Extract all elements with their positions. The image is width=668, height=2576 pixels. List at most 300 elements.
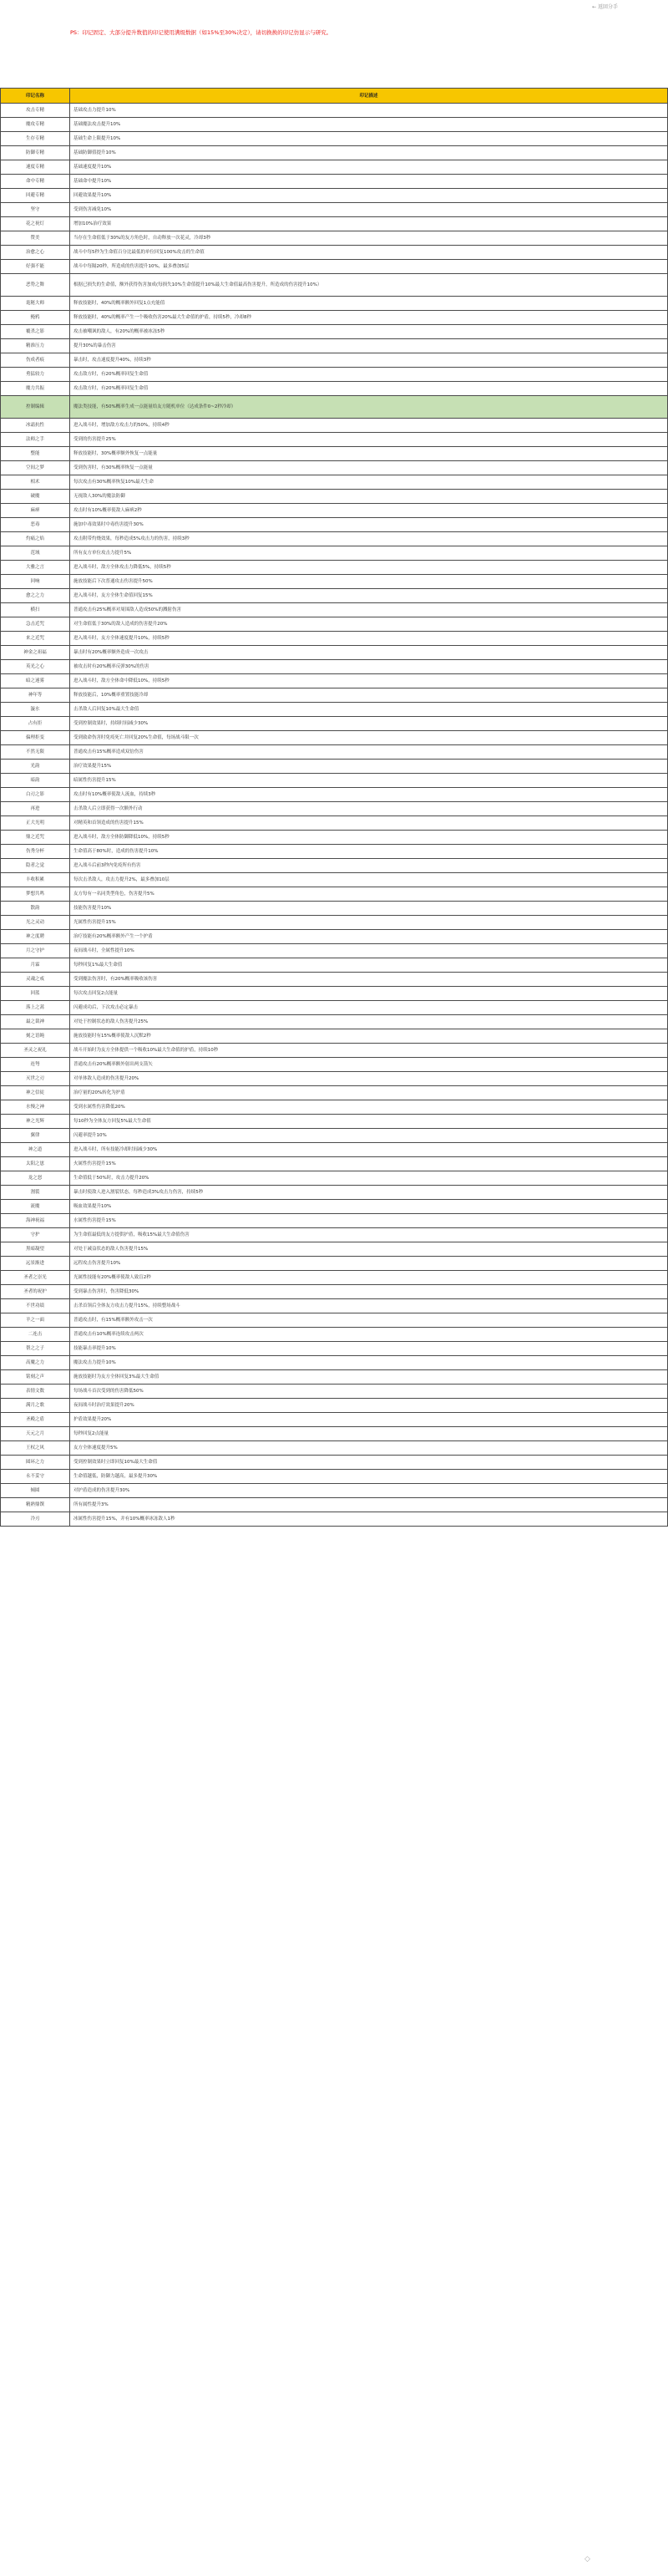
mark-description: 对精英和首领造成的伤害提升15% bbox=[70, 816, 668, 831]
mark-description: 进入战斗时，敌方全体防御降低10%，持续5秒 bbox=[70, 831, 668, 845]
mark-description: 受到控制效果时立即回复10%最大生命值 bbox=[70, 1456, 668, 1470]
table-row bbox=[1, 504, 668, 518]
mark-description: 对生命值低于30%的敌人造成的伤害提升20% bbox=[70, 617, 668, 632]
mark-description: 进入战斗时，友方全体生命值回复15% bbox=[70, 589, 668, 603]
mark-description: 火属性伤害提升15% bbox=[70, 1157, 668, 1171]
mark-description: 生命值高于80%时，造成的伤害提升10% bbox=[70, 845, 668, 859]
mark-name: 最之裁神 bbox=[1, 1015, 70, 1029]
table-row bbox=[1, 831, 668, 845]
mark-description: 受到控制效果时，持续时间减少30% bbox=[70, 717, 668, 731]
mark-description: 每次击杀敌人，攻击力提升2%，最多叠加10层 bbox=[70, 873, 668, 887]
mark-name: 神之信徒 bbox=[1, 1086, 70, 1100]
mark-name: 恶毒 bbox=[1, 518, 70, 532]
mark-description: 攻击时有10%概率使敌人麻痹2秒 bbox=[70, 504, 668, 518]
mark-name: 占有拒 bbox=[1, 717, 70, 731]
mark-name: 神金之祖福 bbox=[1, 646, 70, 660]
mark-description: 暴击时有20%概率额外造成一次攻击 bbox=[70, 646, 668, 660]
mark-description: 受到致命伤害时免疫死亡并回复20%生命值，每场战斗限一次 bbox=[70, 731, 668, 745]
mark-name: 圣殿之盾 bbox=[1, 1413, 70, 1427]
table-row bbox=[1, 1399, 668, 1413]
table-body bbox=[1, 104, 668, 1527]
table-row bbox=[1, 1456, 668, 1470]
mark-name: 梦想共鸣 bbox=[1, 887, 70, 902]
mark-name: 不然无限 bbox=[1, 745, 70, 760]
mark-description: 受到伤害时，有30%概率恢复一点能量 bbox=[70, 461, 668, 475]
table-row bbox=[1, 447, 668, 461]
table-row bbox=[1, 688, 668, 703]
mark-name: 月之守护 bbox=[1, 944, 70, 958]
mark-description: 受到伤害减免10% bbox=[70, 203, 668, 217]
mark-description: 闪避成功后，下次攻击必定暴击 bbox=[70, 1001, 668, 1015]
mark-name: 神之道 bbox=[1, 1143, 70, 1157]
table-row bbox=[1, 1342, 668, 1356]
table-row bbox=[1, 1385, 668, 1399]
mark-name: 相术 bbox=[1, 475, 70, 490]
table-row bbox=[1, 617, 668, 632]
top-bar bbox=[0, 0, 668, 15]
table-row bbox=[1, 475, 668, 490]
mark-description: 基础生命上限提升10% bbox=[70, 132, 668, 146]
mark-name: 圆环之力 bbox=[1, 1456, 70, 1470]
mark-name: 法师之手 bbox=[1, 433, 70, 447]
mark-description: 吸血效果提升10% bbox=[70, 1200, 668, 1214]
mark-description: 技能暴击率提升10% bbox=[70, 1342, 668, 1356]
mark-description: 水属性伤害提升15% bbox=[70, 1214, 668, 1228]
mark-name: 命中专精 bbox=[1, 175, 70, 189]
table-row bbox=[1, 1313, 668, 1328]
table-row bbox=[1, 146, 668, 160]
mark-name: 偏理拒变 bbox=[1, 731, 70, 745]
mark-description: 魔法类技能，有50%概率生成一点能量给友方随机单位（达成条件0~2秒冷却） bbox=[70, 396, 668, 419]
table-row bbox=[1, 203, 668, 217]
mark-description: 普通攻击有15%概率造成双倍伤害 bbox=[70, 745, 668, 760]
mark-description: 友方每有一名同类型角色，伤害提升5% bbox=[70, 887, 668, 902]
mark-description: 战斗中每隔20秒，所造成的伤害提升10%，最多叠加5层 bbox=[70, 260, 668, 274]
mark-description: 每秒回复2点能量 bbox=[70, 1427, 668, 1441]
table-row bbox=[1, 160, 668, 175]
mark-description: 暴击时，攻击速度提升40%，持续3秒 bbox=[70, 353, 668, 368]
table-row bbox=[1, 396, 668, 419]
table-row bbox=[1, 1271, 668, 1285]
mark-description: 击杀敌人后回复10%最大生命值 bbox=[70, 703, 668, 717]
mark-description: 受到水属性伤害降低20% bbox=[70, 1100, 668, 1115]
mark-name: 二连击 bbox=[1, 1328, 70, 1342]
table-row bbox=[1, 646, 668, 660]
table-row bbox=[1, 518, 668, 532]
table-row bbox=[1, 745, 668, 760]
mark-name: 愈之之力 bbox=[1, 589, 70, 603]
table-row bbox=[1, 674, 668, 688]
mark-description: 每场战斗首次受到的伤害降低50% bbox=[70, 1385, 668, 1399]
mark-description: 对处于减益状态的敌人伤害提升15% bbox=[70, 1242, 668, 1257]
mark-name: 神之度聘 bbox=[1, 930, 70, 944]
mark-table bbox=[0, 88, 668, 1527]
table-row bbox=[1, 930, 668, 944]
mark-name: 英光之心 bbox=[1, 660, 70, 674]
mark-description: 基础攻击力提升10% bbox=[70, 104, 668, 118]
mark-description: 进入战斗时，敌方全体命中降低10%，持续5秒 bbox=[70, 674, 668, 688]
table-row bbox=[1, 774, 668, 788]
mark-description: 释放技能后，10%概率重置技能冷却 bbox=[70, 688, 668, 703]
mark-description: 对护盾造成的伤害提升30% bbox=[70, 1484, 668, 1498]
mark-description: 受到的伤害提升25% bbox=[70, 433, 668, 447]
mark-name: 圣灵之祝礼 bbox=[1, 1044, 70, 1058]
table-row bbox=[1, 490, 668, 504]
mark-name: 正大光明 bbox=[1, 816, 70, 831]
table-row bbox=[1, 382, 668, 396]
table-row bbox=[1, 1413, 668, 1427]
table-row bbox=[1, 873, 668, 887]
mark-name: 王权之风 bbox=[1, 1441, 70, 1456]
table-row bbox=[1, 419, 668, 433]
table-row bbox=[1, 958, 668, 973]
table-row bbox=[1, 461, 668, 475]
mark-name: 流魔 bbox=[1, 1200, 70, 1214]
mark-name: 急击近咒 bbox=[1, 617, 70, 632]
mark-name: 生存专精 bbox=[1, 132, 70, 146]
mark-name: 白刃之影 bbox=[1, 788, 70, 802]
mark-name: 冷刃 bbox=[1, 1512, 70, 1527]
mark-name: 翼律 bbox=[1, 1129, 70, 1143]
mark-name: 速度专精 bbox=[1, 160, 70, 175]
table-row bbox=[1, 1029, 668, 1044]
mark-name: 治愈之心 bbox=[1, 246, 70, 260]
table-row bbox=[1, 887, 668, 902]
mark-name: 漩水 bbox=[1, 703, 70, 717]
table-row bbox=[1, 118, 668, 132]
mark-name: 回响 bbox=[1, 575, 70, 589]
table-row bbox=[1, 132, 668, 146]
table-row bbox=[1, 1470, 668, 1484]
mark-description: 光属性技能有20%概率使敌人致盲2秒 bbox=[70, 1271, 668, 1285]
mark-name: 太阳之崽 bbox=[1, 1157, 70, 1171]
table-row bbox=[1, 703, 668, 717]
mark-name: 掩鸦 bbox=[1, 311, 70, 325]
mark-name: 回避专精 bbox=[1, 189, 70, 203]
mark-name: 永不妥守 bbox=[1, 1470, 70, 1484]
table-row bbox=[1, 1328, 668, 1342]
table-row bbox=[1, 353, 668, 368]
mark-name: 神年等 bbox=[1, 688, 70, 703]
mark-name: 回蓝 bbox=[1, 987, 70, 1001]
table-row bbox=[1, 1441, 668, 1456]
table-row bbox=[1, 717, 668, 731]
col-header-desc: 印记描述 bbox=[70, 89, 668, 104]
mark-description: 进入战斗后前3秒内免疫所有伤害 bbox=[70, 859, 668, 873]
table-row bbox=[1, 1171, 668, 1186]
mark-name: 隐者之觉 bbox=[1, 859, 70, 873]
table-row bbox=[1, 297, 668, 311]
mark-description: 普通攻击有20%概率额外射出两支箭矢 bbox=[70, 1058, 668, 1072]
col-header-name: 印记名称 bbox=[1, 89, 70, 104]
table-row bbox=[1, 1242, 668, 1257]
mark-description: 攻击被嘲讽的敌人，有20%的概率被冰冻5秒 bbox=[70, 325, 668, 339]
mark-name: 丰收积累 bbox=[1, 873, 70, 887]
mark-description: 基础命中提升10% bbox=[70, 175, 668, 189]
mark-description: 护盾效果提升20% bbox=[70, 1413, 668, 1427]
mark-description: 攻击附带灼烧效果，每秒造成5%攻击力的伤害，持续3秒 bbox=[70, 532, 668, 546]
mark-description: 生命值低于50%时，攻击力提升20% bbox=[70, 1171, 668, 1186]
mark-name: 远景渐进 bbox=[1, 1257, 70, 1271]
table-row bbox=[1, 1427, 668, 1441]
table-row bbox=[1, 1299, 668, 1313]
table-row bbox=[1, 1512, 668, 1527]
mark-description: 暴击时使敌人进入割裂状态，每秒造成3%攻击力伤害，持续5秒 bbox=[70, 1186, 668, 1200]
mark-name: 水慢之神 bbox=[1, 1100, 70, 1115]
mark-description: 释放技能时，40%的概率额外回复1点充能值 bbox=[70, 297, 668, 311]
table-row bbox=[1, 532, 668, 546]
table-row bbox=[1, 189, 668, 203]
mark-description: 战斗开始时为友方全体提供一个吸收10%最大生命值的护盾，持续10秒 bbox=[70, 1044, 668, 1058]
table-header-row bbox=[1, 89, 668, 104]
mark-description: 增加10%治疗效果 bbox=[70, 217, 668, 231]
mark-description: 当存在生命值低于30%的友方角色时，自动释放一次花灵，冷却3秒 bbox=[70, 231, 668, 246]
table-row bbox=[1, 1257, 668, 1271]
table-row bbox=[1, 944, 668, 958]
table-row bbox=[1, 632, 668, 646]
mark-description: 受到魔法伤害时，有20%概率吸收该伤害 bbox=[70, 973, 668, 987]
mark-name: 连弩 bbox=[1, 1058, 70, 1072]
mark-description: 治疗量的20%转化为护盾 bbox=[70, 1086, 668, 1100]
table-row bbox=[1, 1214, 668, 1228]
mark-name: 防御专精 bbox=[1, 146, 70, 160]
table-row bbox=[1, 311, 668, 325]
mark-name: 帮之之子 bbox=[1, 1342, 70, 1356]
mark-name: 神之光辉 bbox=[1, 1115, 70, 1129]
mark-name: 恶势之舞 bbox=[1, 274, 70, 297]
mark-description: 施放技能时为友方全体回复3%最大生命值 bbox=[70, 1370, 668, 1385]
mark-name: 黑暗凝望 bbox=[1, 1242, 70, 1257]
mark-description: 每次攻击回复2点能量 bbox=[70, 987, 668, 1001]
mark-description: 魔法攻击力提升10% bbox=[70, 1356, 668, 1370]
mark-name: 魔力共振 bbox=[1, 382, 70, 396]
mark-name: 暗之迷雾 bbox=[1, 674, 70, 688]
mark-name: 圣者的祝护 bbox=[1, 1285, 70, 1299]
table-row bbox=[1, 731, 668, 745]
mark-name: 破魔 bbox=[1, 490, 70, 504]
mark-description: 进入战斗时，敌方全体攻击力降低5%，持续5秒 bbox=[70, 561, 668, 575]
return-link[interactable]: ← 返回分手 bbox=[592, 4, 618, 10]
mark-name: 天元之月 bbox=[1, 1427, 70, 1441]
mark-name: 精准压力 bbox=[1, 339, 70, 353]
table-row bbox=[1, 902, 668, 916]
mark-name: 好强不能 bbox=[1, 260, 70, 274]
mark-name: 割裂 bbox=[1, 1186, 70, 1200]
table-row bbox=[1, 1086, 668, 1100]
table-row bbox=[1, 260, 668, 274]
mark-name: 倾圆 bbox=[1, 1484, 70, 1498]
mark-name: 灭世之刃 bbox=[1, 1072, 70, 1086]
mark-description: 施放技能时有15%概率使敌人沉默2秒 bbox=[70, 1029, 668, 1044]
mark-description: 基础魔法攻击提升10% bbox=[70, 118, 668, 132]
mark-description: 提升30%的暴击伤害 bbox=[70, 339, 668, 353]
table-row bbox=[1, 104, 668, 118]
mark-name: 满月之歌 bbox=[1, 1399, 70, 1413]
mark-description: 施加中毒效果时中毒伤害提升30% bbox=[70, 518, 668, 532]
mark-description: 夜间战斗时，全属性提升10% bbox=[70, 944, 668, 958]
mark-name: 魔攻专精 bbox=[1, 118, 70, 132]
mark-description: 技能伤害提升10% bbox=[70, 902, 668, 916]
mark-description: 攻击敌方时，有20%概率回复生命值 bbox=[70, 382, 668, 396]
table-row bbox=[1, 845, 668, 859]
mark-name: 整能 bbox=[1, 447, 70, 461]
mark-description: 对处于控制状态的敌人伤害提升25% bbox=[70, 1015, 668, 1029]
table-row bbox=[1, 433, 668, 447]
mark-description: 基础防御值提升10% bbox=[70, 146, 668, 160]
mark-name: 诡秘大师 bbox=[1, 297, 70, 311]
table-row bbox=[1, 325, 668, 339]
mark-description: 每次攻击有30%概率恢复10%最大生命 bbox=[70, 475, 668, 490]
mark-name: 坚守 bbox=[1, 203, 70, 217]
mark-description: 每10秒为全体友方回复5%最大生命值 bbox=[70, 1115, 668, 1129]
ps-note: PS：印记固定、大部分提升数值的印记使用满级数据（如15%至30%决定），请切换换的印记仿显示与研究。 bbox=[70, 29, 332, 36]
table-row bbox=[1, 1072, 668, 1086]
mark-description: 暗属性伤害提升15% bbox=[70, 774, 668, 788]
table-row bbox=[1, 603, 668, 617]
mark-name: 精熟鼎馔 bbox=[1, 1498, 70, 1512]
table-row bbox=[1, 816, 668, 831]
mark-name: 控制编辑 bbox=[1, 396, 70, 419]
mark-name: 攻击专精 bbox=[1, 104, 70, 118]
mark-name: 高魔之力 bbox=[1, 1356, 70, 1370]
mark-description: 基础速度提升10% bbox=[70, 160, 668, 175]
mark-name: 空间之梦 bbox=[1, 461, 70, 475]
table-row bbox=[1, 1001, 668, 1015]
mark-description: 夜间战斗时治疗效果提升20% bbox=[70, 1399, 668, 1413]
mark-description: 进入战斗时，所有技能冷却时间减少30% bbox=[70, 1143, 668, 1157]
mark-name: 花之祝灯 bbox=[1, 217, 70, 231]
mark-name: 勇猛较力 bbox=[1, 368, 70, 382]
table-row bbox=[1, 1129, 668, 1143]
table-row bbox=[1, 859, 668, 873]
mark-name: 刻之语绳 bbox=[1, 1029, 70, 1044]
mark-name: 伤秀分杯 bbox=[1, 845, 70, 859]
mark-description: 所有属性提升3% bbox=[70, 1498, 668, 1512]
table-row bbox=[1, 1228, 668, 1242]
table-row bbox=[1, 1200, 668, 1214]
table-row bbox=[1, 916, 668, 930]
mark-description: 进入战斗时，友方全体速度提升10%，持续5秒 bbox=[70, 632, 668, 646]
table-row bbox=[1, 1356, 668, 1370]
mark-description: 远程攻击伤害提升10% bbox=[70, 1257, 668, 1271]
mark-description: 释放技能时，40%的概率产生一个吸收伤害20%最大生命值的护盾，持续5秒，冷却8秒 bbox=[70, 311, 668, 325]
mark-name: 伤成者痕 bbox=[1, 353, 70, 368]
mark-name: 覆杀之影 bbox=[1, 325, 70, 339]
mark-description: 释放技能时，30%概率额外恢复一点能量 bbox=[70, 447, 668, 461]
watermark: ◇ bbox=[584, 2555, 590, 2563]
mark-name: 圣者之崇光 bbox=[1, 1271, 70, 1285]
mark-description: 击杀敌人后立即获得一次额外行动 bbox=[70, 802, 668, 816]
mark-description: 攻击时有10%概率使敌人流血，持续3秒 bbox=[70, 788, 668, 802]
mark-description: 普通攻击有10%概率连续攻击两次 bbox=[70, 1328, 668, 1342]
table-row bbox=[1, 802, 668, 816]
mark-description: 友方全体速度提升5% bbox=[70, 1441, 668, 1456]
mark-description: 普通攻击时，有15%概率额外攻击一次 bbox=[70, 1313, 668, 1328]
mark-name: 光韵 bbox=[1, 760, 70, 774]
table-row bbox=[1, 987, 668, 1001]
mark-name: 铭刻之声 bbox=[1, 1370, 70, 1385]
mark-name: 表情文数 bbox=[1, 1385, 70, 1399]
mark-description: 无视敌人30%的魔法防御 bbox=[70, 490, 668, 504]
mark-description: 击杀首领后全体友方攻击力提升15%，持续整场战斗 bbox=[70, 1299, 668, 1313]
table-row bbox=[1, 589, 668, 603]
mark-name: 灼痛之焰 bbox=[1, 532, 70, 546]
mark-name: 光之灵动 bbox=[1, 916, 70, 930]
mark-name: 落上之蒿 bbox=[1, 1001, 70, 1015]
mark-name: 羊之一面 bbox=[1, 1313, 70, 1328]
mark-description: 施放技能后下次普通攻击伤害提升50% bbox=[70, 575, 668, 589]
mark-name: 横扫 bbox=[1, 603, 70, 617]
table-row bbox=[1, 1484, 668, 1498]
mark-description: 为生命值最低的友方提供护盾，吸收15%最大生命值伤害 bbox=[70, 1228, 668, 1242]
mark-description: 受到暴击伤害时，伤害降低30% bbox=[70, 1285, 668, 1299]
table-row bbox=[1, 1285, 668, 1299]
table-row bbox=[1, 1115, 668, 1129]
mark-name: 麻痹 bbox=[1, 504, 70, 518]
mark-name: 月霖 bbox=[1, 958, 70, 973]
mark-description: 对单体敌人造成的伤害提升20% bbox=[70, 1072, 668, 1086]
table-row bbox=[1, 1044, 668, 1058]
mark-description: 攻击敌方时，有20%概率回复生命值 bbox=[70, 368, 668, 382]
mark-name: 再进 bbox=[1, 802, 70, 816]
mark-description: 根据已损失的生命值，额外获得伤害加成(每损失10%生命值提升10%最大生命值最高伤害提升，所造成的伤害提升10%） bbox=[70, 274, 668, 297]
table-row bbox=[1, 339, 668, 353]
table-row bbox=[1, 246, 668, 260]
mark-description: 冰属性伤害提升15%，并有10%概率冰冻敌人1秒 bbox=[70, 1512, 668, 1527]
mark-name: 赞美 bbox=[1, 231, 70, 246]
mark-name: 冰霜抗性 bbox=[1, 419, 70, 433]
table-row bbox=[1, 1143, 668, 1157]
mark-name: 散韵 bbox=[1, 902, 70, 916]
table-row bbox=[1, 575, 668, 589]
mark-description: 回避效果提升10% bbox=[70, 189, 668, 203]
table-row bbox=[1, 561, 668, 575]
table-row bbox=[1, 660, 668, 674]
mark-name: 守护 bbox=[1, 1228, 70, 1242]
mark-name: 灵魂之戒 bbox=[1, 973, 70, 987]
table-row bbox=[1, 231, 668, 246]
mark-description: 治疗效果提升15% bbox=[70, 760, 668, 774]
mark-name: 来之近咒 bbox=[1, 632, 70, 646]
table-row bbox=[1, 1370, 668, 1385]
mark-name: 大雅之言 bbox=[1, 561, 70, 575]
table-row bbox=[1, 274, 668, 297]
mark-description: 所有友方单位攻击力提升5% bbox=[70, 546, 668, 561]
mark-description: 治疗技能有20%概率额外产生一个护盾 bbox=[70, 930, 668, 944]
mark-name: 范域 bbox=[1, 546, 70, 561]
table-row bbox=[1, 546, 668, 561]
mark-description: 光属性伤害提升15% bbox=[70, 916, 668, 930]
table-row bbox=[1, 788, 668, 802]
mark-description: 每秒回复1%最大生命值 bbox=[70, 958, 668, 973]
mark-description: 进入战斗时，增加敌方攻击力的50%，持续4秒 bbox=[70, 419, 668, 433]
table-row bbox=[1, 973, 668, 987]
mark-name: 不世功绩 bbox=[1, 1299, 70, 1313]
mark-description: 闪避率提升10% bbox=[70, 1129, 668, 1143]
table-row bbox=[1, 368, 668, 382]
table-row bbox=[1, 1100, 668, 1115]
table-row bbox=[1, 175, 668, 189]
mark-description: 战斗中每5秒为生命值百分比最低的单位回复100%攻击的生命值 bbox=[70, 246, 668, 260]
mark-description: 生命值越低，防御力越高，最多提升30% bbox=[70, 1470, 668, 1484]
table-row bbox=[1, 1058, 668, 1072]
mark-description: 普通攻击有25%概率对周围敌人造成50%的溅射伤害 bbox=[70, 603, 668, 617]
mark-name: 海神祝福 bbox=[1, 1214, 70, 1228]
table-row bbox=[1, 760, 668, 774]
table-row bbox=[1, 1186, 668, 1200]
table-row bbox=[1, 1498, 668, 1512]
table-row bbox=[1, 1015, 668, 1029]
